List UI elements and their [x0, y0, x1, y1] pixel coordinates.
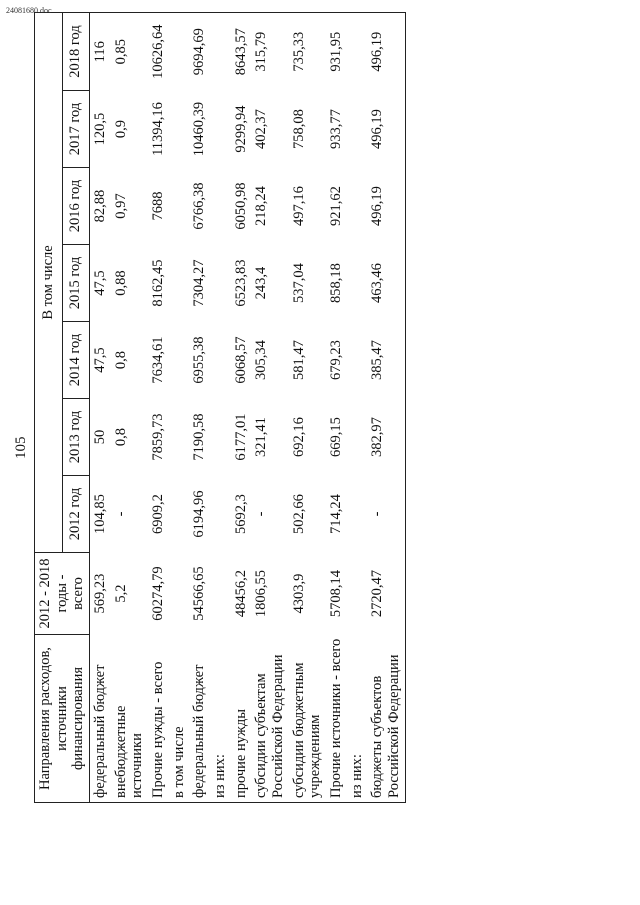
- cell-value: 382,97: [367, 399, 405, 476]
- header-total: 2012 - 2018 годы - всего: [35, 553, 90, 635]
- cell-value: [169, 245, 190, 322]
- row-label: в том числе: [169, 635, 190, 803]
- cell-value: 0,8: [112, 427, 129, 447]
- cell-value: 305,34: [253, 340, 270, 380]
- cell-value: [210, 12, 231, 90]
- row-label: субсидии субъектам Российской Федерации: [251, 635, 288, 803]
- cell-value: 858,18: [328, 263, 345, 303]
- cell-value: [210, 476, 231, 553]
- header-year: 2015 год: [62, 245, 90, 322]
- cell-value: 0,8: [112, 350, 129, 370]
- cell-value: 497,16: [290, 186, 307, 226]
- cell-value: [347, 322, 368, 399]
- cell-value: 6177,01: [232, 413, 249, 461]
- table-row: [289, 12, 326, 802]
- cell-value: 669,15: [328, 417, 345, 457]
- cell-value: 243,4: [253, 266, 270, 300]
- cell-value: 8162,45: [150, 259, 167, 307]
- cell-value: [210, 168, 231, 245]
- cell-value: 6955,38: [191, 336, 208, 384]
- table-row: [347, 12, 368, 802]
- cell-value: 9694,69: [189, 12, 210, 90]
- cell-value: 496,19: [367, 12, 405, 90]
- cell-value: 7859,73: [150, 413, 167, 461]
- table-row: [231, 12, 252, 802]
- cell-value: 120,5: [92, 112, 109, 146]
- header-year: 2017 год: [62, 91, 90, 168]
- cell-value: 463,46: [367, 245, 405, 322]
- cell-value: 4303,9: [290, 573, 307, 614]
- cell-value: 6068,57: [232, 336, 249, 384]
- cell-value: 7688: [150, 191, 167, 221]
- cell-value: 10626,64: [148, 12, 169, 90]
- row-label: внебюджетные источники: [111, 635, 148, 803]
- page-number: 105: [13, 436, 29, 459]
- cell-value: [169, 553, 190, 635]
- table-row: [90, 12, 111, 802]
- cell-value: 496,19: [367, 168, 405, 245]
- row-label: из них:: [347, 635, 368, 803]
- cell-value: 0,85: [111, 12, 148, 90]
- cell-value: 47,5: [92, 270, 109, 296]
- cell-value: 0,9: [112, 119, 129, 139]
- cell-value: [210, 91, 231, 168]
- cell-value: [169, 12, 190, 90]
- cell-value: 47,5: [92, 347, 109, 373]
- cell-value: 60274,79: [150, 566, 167, 621]
- table-row: [189, 12, 210, 802]
- row-label: субсидии бюджетным учреждениям: [289, 635, 326, 803]
- cell-value: -: [112, 511, 129, 517]
- header-direction: Направления расходов, источники финансирования: [35, 635, 90, 803]
- cell-value: 502,66: [290, 494, 307, 534]
- cell-value: 692,16: [290, 417, 307, 457]
- cell-value: 48456,2: [232, 569, 249, 618]
- row-label: Прочие нужды - всего: [148, 635, 169, 803]
- cell-value: 6050,98: [232, 182, 249, 230]
- cell-value: -: [367, 476, 405, 553]
- header-year: 2014 год: [62, 322, 90, 399]
- cell-value: [347, 168, 368, 245]
- cell-value: [347, 91, 368, 168]
- cell-value: 2720,47: [367, 553, 405, 635]
- budget-table: [34, 12, 406, 803]
- cell-value: 537,04: [290, 263, 307, 303]
- cell-value: [169, 168, 190, 245]
- cell-value: 5,2: [112, 584, 129, 603]
- row-label: федеральный бюджет: [90, 635, 111, 803]
- row-label: бюджеты субъектов Российской Федерации: [367, 635, 405, 803]
- header-year: 2013 год: [62, 399, 90, 476]
- cell-value: 7190,58: [191, 413, 208, 461]
- cell-value: 6523,83: [232, 259, 249, 307]
- cell-value: 933,77: [328, 109, 345, 149]
- cell-value: [210, 322, 231, 399]
- table-row: [148, 12, 169, 802]
- cell-value: 54566,65: [191, 566, 208, 621]
- cell-value: 921,62: [328, 186, 345, 226]
- row-label: федеральный бюджет: [189, 635, 210, 803]
- cell-value: 581,47: [290, 340, 307, 380]
- cell-value: 7304,27: [191, 259, 208, 307]
- cell-value: [347, 476, 368, 553]
- cell-value: 218,24: [253, 186, 270, 226]
- table-row: [367, 12, 405, 802]
- row-label: из них:: [210, 635, 231, 803]
- cell-value: 104,85: [92, 494, 109, 534]
- cell-value: 735,33: [289, 12, 326, 90]
- cell-value: [169, 476, 190, 553]
- cell-value: [347, 399, 368, 476]
- cell-value: 0,97: [112, 193, 129, 219]
- cell-value: 569,23: [92, 573, 109, 614]
- cell-value: [347, 12, 368, 90]
- cell-value: 6766,38: [191, 182, 208, 230]
- header-group: В том числе: [35, 12, 63, 552]
- cell-value: 5708,14: [328, 569, 345, 618]
- cell-value: [210, 553, 231, 635]
- header-year: 2018 год: [62, 12, 90, 90]
- cell-value: 402,37: [253, 109, 270, 149]
- cell-value: [347, 553, 368, 635]
- cell-value: 679,23: [328, 340, 345, 380]
- cell-value: 758,08: [290, 109, 307, 149]
- cell-value: 10460,39: [191, 101, 208, 157]
- cell-value: 116: [90, 12, 111, 90]
- cell-value: [169, 91, 190, 168]
- cell-value: [169, 399, 190, 476]
- cell-value: 9299,94: [232, 105, 249, 153]
- cell-value: 8643,57: [231, 12, 252, 90]
- cell-value: [210, 399, 231, 476]
- cell-value: [210, 245, 231, 322]
- cell-value: [169, 322, 190, 399]
- cell-value: 714,24: [328, 494, 345, 534]
- cell-value: 5692,3: [232, 494, 249, 534]
- cell-value: 931,95: [326, 12, 347, 90]
- cell-value: 315,79: [251, 12, 288, 90]
- cell-value: 321,41: [253, 417, 270, 457]
- footer-code: 24081680.doc: [6, 6, 52, 15]
- row-label: Прочие источники - всего: [326, 635, 347, 803]
- cell-value: 50: [92, 429, 109, 445]
- cell-value: 385,47: [367, 322, 405, 399]
- cell-value: 1806,55: [253, 569, 270, 618]
- cell-value: 82,88: [92, 189, 109, 223]
- row-label: прочие нужды: [231, 635, 252, 803]
- table-row: [210, 12, 231, 802]
- cell-value: 6909,2: [150, 494, 167, 534]
- header-year: 2012 год: [62, 476, 90, 553]
- cell-value: 7634,61: [150, 336, 167, 384]
- cell-value: 496,19: [367, 91, 405, 168]
- table-row: [169, 12, 190, 802]
- cell-value: -: [253, 511, 270, 517]
- cell-value: [347, 245, 368, 322]
- table-row: [111, 12, 148, 802]
- header-year: 2016 год: [62, 168, 90, 245]
- table-row: [326, 12, 347, 802]
- cell-value: 11394,16: [150, 102, 167, 156]
- cell-value: 0,88: [112, 270, 129, 296]
- table-row: [251, 12, 288, 802]
- cell-value: 6194,96: [191, 490, 208, 538]
- table-body: [90, 12, 406, 802]
